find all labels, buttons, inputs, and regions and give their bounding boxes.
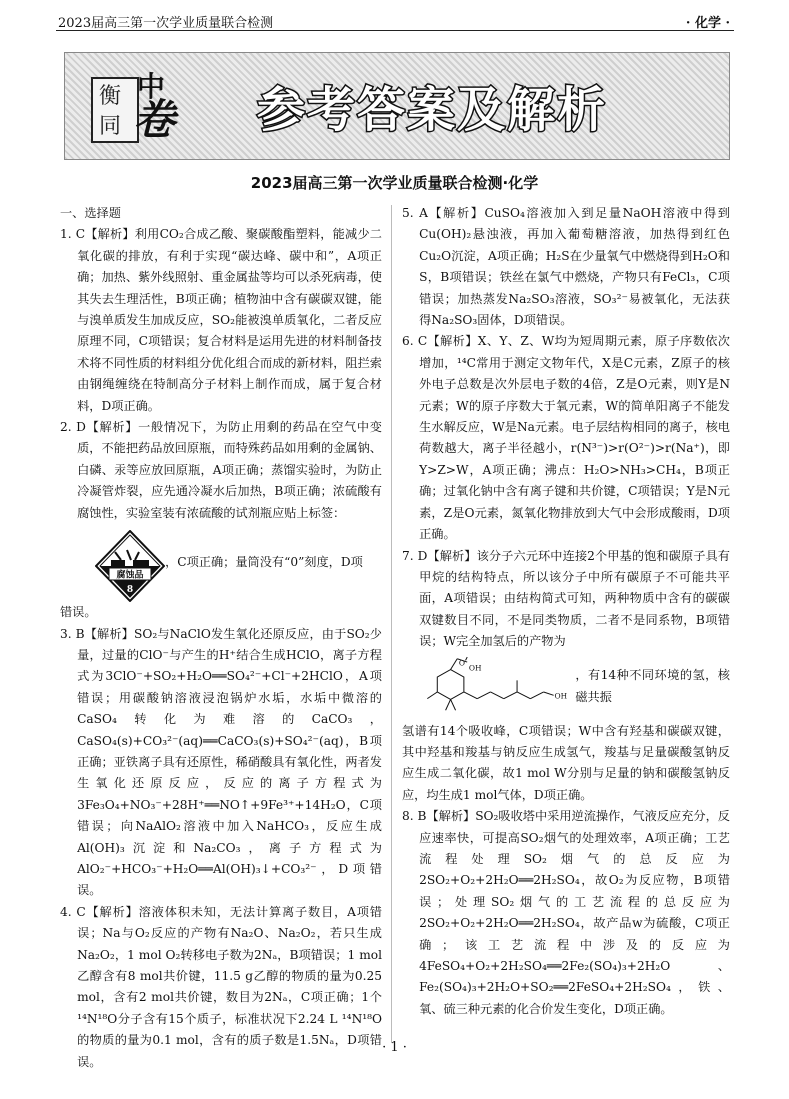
corrosive-label-image (95, 530, 165, 602)
answer-1: 1. C【解析】利用CO₂合成乙酸、聚碳酸酯塑料，能减少二氧化碳的排放，有利于实现“碳达峰、碳中和”，A项正确；加热、紫外线照射、重金属盐等均可以杀死病毒，使其失去生理活性，B项正确；植物油中含有碳碳双键，能与溴单质发生加成反应，SO₂能被溴单质氧化，二者反应原理不同，C项错误；复合材料是运用先进的材料制备技术将不同性质的材料组分优化组合而成的新材料，阻拦索由钢绳缠绕在特制高分子材料上制作而成，属于复合材料，D项正确。 (60, 227, 382, 413)
hazard-class-number: 8 (126, 585, 134, 596)
left-column (60, 203, 382, 1073)
column-divider (391, 205, 392, 1043)
section-heading: 一、选择题 (60, 206, 121, 220)
logo-char-juan: 卷 (133, 95, 176, 144)
acid-oh-label: OH (468, 662, 482, 672)
corrosive-diamond-icon (95, 530, 165, 602)
hengzhong-logo (83, 63, 193, 149)
answer-2-continued: ，C项正确；量筒没有“0”刻度，D项 (165, 555, 363, 570)
answer-2: 2. D【解析】一般情况下，为防止用剩的药品在空气中变质，不能把药品放回原瓶，而特殊药品如用剩的金属钠、白磷、汞等应放回原瓶，A项正确；蒸馏实验时，为防止冷凝管炸裂，应先通冷凝水后加热，B项正确；浓硫酸有腐蚀性，实验室装有浓硫酸的试剂瓶应贴上标签： (60, 420, 382, 520)
banner-title: 参考答案及解析 (257, 82, 608, 138)
logo-char-heng: 衡 (99, 84, 122, 109)
header-title: 2023届高三第一次学业质量联合检测 (58, 16, 274, 31)
answer-5: 5. A【解析】CuSO₄溶液加入到足量NaOH溶液中得到Cu(OH)₂悬浊液，再加入葡萄糖溶液，加热得到红色Cu₂O沉淀，A项正确；H₂S在少量氧气中燃烧得到H₂O和S，B项错误；铁丝在氯气中燃烧，产物只有FeCl₃，C项错误；加热蒸发Na₂SO₃溶液，SO₃²⁻易被氧化，无法获得Na₂SO₃固体，D项错误。 (402, 206, 730, 328)
page-header (56, 8, 734, 31)
answer-4: 4. C【解析】溶液体积未知，无法计算离子数目，A项错误；Na与O₂反应的产物有Na₂O、Na₂O₂，若只生成Na₂O₂，1 mol O₂转移电子数为2Nₐ，B项错误；1 mol乙醇含有8 mol共价键，11.5 g乙醇的物质的量为0.25 mol，含有2 mol共价键，数目为2Nₐ，C项正确；1个¹⁴N¹⁸O分子含有15个质子，标准状况下2.24 L ¹⁴N¹⁸O的物质的量为0.1 mol，含有的质子数是1.5Nₐ，D项错误。 (60, 904, 382, 1069)
answer-3: 3. B【解析】SO₂与NaClO发生氧化还原反应，由于SO₂少量，过量的ClO⁻与产生的H⁺结合生成HClO，离子方程式为3ClO⁻+SO₂+H₂O══SO₄²⁻+Cl⁻+2HClO，A项错误；用碳酸钠溶液浸泡锅炉水垢，水垢中微溶的CaSO₄转化为难溶的CaCO₃，CaSO₄(s)+CO₃²⁻(aq)══CaCO₃(s)+SO₄²⁻(aq)，B项正确；亚铁离子具有还原性，稀硝酸具有氧化性，两者发生氧化还原反应，反应的离子方程式为3Fe₃O₄+NO₃⁻+28H⁺══NO↑+9Fe³⁺+14H₂O，C项错误；向NaAlO₂溶液中加入NaHCO₃，反应生成Al(OH)₃沉淀和Na₂CO₃，离子方程式为AlO₂⁻+HCO₃⁻+H₂O══Al(OH)₃↓+CO₃²⁻，D项错误。 (60, 626, 382, 898)
answer-7-end: 氢谱有14个吸收峰，C项错误；W中含有羟基和碳碳双键，其中羟基和羧基与钠反应生成氢气，羧基与足量碳酸氢钠反应生成二氧化碳，故1 mol W分别与足量的钠和碳酸氢钠反应，均生成1 mol气体，D项正确。 (402, 723, 730, 802)
page-number: · 1 · (382, 1040, 407, 1055)
hazard-row (60, 524, 382, 602)
right-column (402, 203, 730, 1020)
hydrogenated-product-structure (419, 653, 575, 721)
logo-char-zhong: 中 (137, 70, 166, 103)
answer-7-continued: ，有14种不同环境的氢，核磁共振 (575, 668, 730, 704)
structure-row (402, 653, 730, 721)
answer-6: 6. C【解析】X、Y、Z、W均为短周期元素，原子序数依次增加，¹⁴C常用于测定文物年代，X是C元素，Z原子的核外电子总数是次外层电子数的4倍，Z是O元素，则Y是N元素；W的原子序数大于氧元素，W的简单阳离子不能发生水解反应，W是Na元素。电子层结构相同的离子，核电荷数越大，离子半径越小，r(N³⁻)>r(O²⁻)>r(Na⁺)，即Y>Z>W，A项正确；沸点：H₂O>NH₃>CH₄，B项正确；过氧化钠中含有离子键和共价键，C项错误；Y是N元素，Z是O元素，氮氧化物排放到大气中会形成酸雨，D项正确。 (402, 334, 730, 542)
hazard-label-text: 腐蚀品 (116, 570, 144, 581)
answer-7: 7. D【解析】该分子六元环中连接2个甲基的饱和碳原子具有甲烷的结构特点，所以该分子中所有碳原子不可能共平面，A项错误；由结构简式可知，两种物质中含有的碳碳双键数目不同，不是同类物质，二者不是同系物，B项错误；W完全加氢后的产物为 (402, 548, 730, 649)
answer-8: 8. B【解析】SO₂吸收塔中采用逆流操作，气液反应充分，反应速率快，可提高SO₂烟气的处理效率，A项正确；工艺流程处理SO₂烟气的总反应为2SO₂+O₂+2H₂O══2H₂SO₄，故O₂为反应物，B项错误；处理SO₂烟气的工艺流程的总反应为2SO₂+O₂+2H₂O══2H₂SO₄，故产品w为硫酸，C项正确；该工艺流程中涉及的反应为4FeSO₄+O₂+2H₂SO₄══2Fe₂(SO₄)₃+2H₂O、Fe₂(SO₄)₃+2H₂O+SO₂══2FeSO₄+2H₂SO₄，铁、氧、硫三种元素的化合价发生变化，D项正确。 (402, 809, 730, 1016)
logo-char-tong: 同 (99, 114, 122, 139)
carbonyl-oxygen-label: O (458, 657, 466, 667)
header-subject: · 化学 · (685, 16, 730, 31)
alcohol-oh-label: OH (554, 691, 568, 701)
answer-2-end: 错误。 (60, 605, 97, 620)
answer-banner (64, 52, 730, 160)
document-title: 2023届高三第一次学业质量联合检测·化学 (250, 174, 539, 192)
